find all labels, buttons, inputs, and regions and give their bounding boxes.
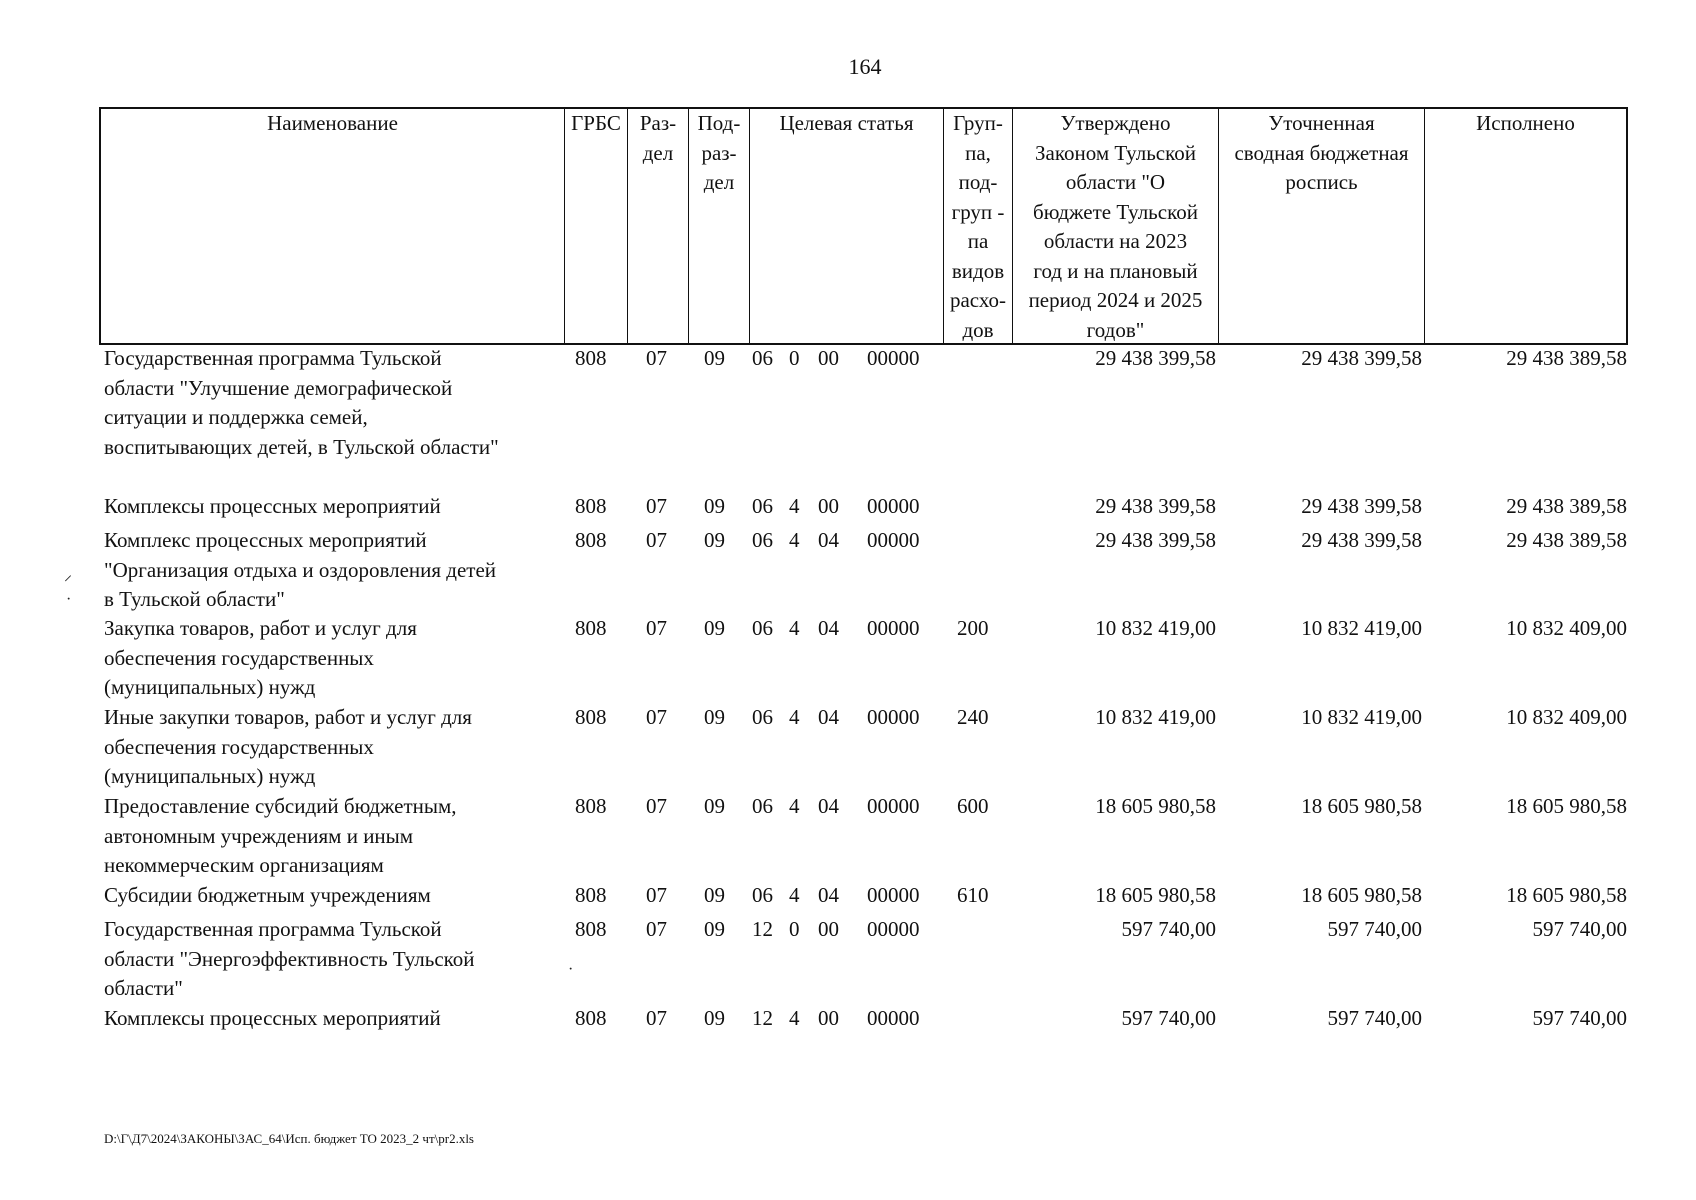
- cell-target-direction: 00000: [867, 616, 920, 640]
- cell-target-main: 00: [818, 346, 839, 370]
- cell-refined: 597 740,00: [1327, 917, 1422, 941]
- pen-mark: ·: [568, 961, 574, 978]
- cell-subsection: 09: [704, 494, 725, 518]
- cell-executed: 597 740,00: [1532, 917, 1627, 941]
- cell-grbs: 808: [575, 705, 607, 729]
- cell-section: 07: [646, 346, 667, 370]
- header-approved-label: Утверждено Законом Тульской области "О бюджете Тульской области на 2023 год и на плановый период 2024 и 2025 годов": [1028, 111, 1203, 342]
- cell-target-direction: 00000: [867, 917, 920, 941]
- cell-executed: 29 438 389,58: [1506, 494, 1627, 518]
- cell-expense-group: 610: [957, 883, 989, 907]
- cell-grbs: 808: [575, 883, 607, 907]
- table-header: [99, 107, 1628, 345]
- cell-subsection: 09: [704, 883, 725, 907]
- row-name: Государственная программа Тульской области "Энергоэффективность Тульской области": [104, 917, 475, 1000]
- cell-target-direction: 00000: [867, 528, 920, 552]
- cell-target-program: 06: [752, 705, 773, 729]
- cell-target-program: 12: [752, 1006, 773, 1030]
- cell-executed: 29 438 389,58: [1506, 528, 1627, 552]
- cell-target-main: 04: [818, 883, 839, 907]
- cell-target-subprogram: 4: [789, 494, 800, 518]
- cell-grbs: 808: [575, 616, 607, 640]
- cell-executed: 18 605 980,58: [1506, 794, 1627, 818]
- cell-executed: 18 605 980,58: [1506, 883, 1627, 907]
- cell-approved: 18 605 980,58: [1095, 883, 1216, 907]
- cell-refined: 29 438 399,58: [1301, 346, 1422, 370]
- cell-target-subprogram: 4: [789, 705, 800, 729]
- row-name: Предоставление субсидий бюджетным, автономным учреждениям и иным некоммерческим организациям: [104, 794, 457, 877]
- cell-subsection: 09: [704, 1006, 725, 1030]
- row-name: Иные закупки товаров, работ и услуг для обеспечения государственных (муниципальных) нужд: [104, 705, 472, 788]
- cell-section: 07: [646, 794, 667, 818]
- file-path: D:\Г\Д7\2024\ЗАКОНЫ\ЗАС_64\Исп. бюджет ТО 2023_2 чт\pr2.xls: [104, 1131, 474, 1146]
- header-executed: [1425, 109, 1626, 343]
- cell-refined: 29 438 399,58: [1301, 528, 1422, 552]
- cell-target-program: 06: [752, 616, 773, 640]
- cell-target-main: 00: [818, 494, 839, 518]
- header-target-label: Целевая статья: [779, 111, 914, 135]
- header-refined: [1219, 109, 1425, 343]
- cell-approved: 29 438 399,58: [1095, 494, 1216, 518]
- cell-target-direction: 00000: [867, 1006, 920, 1030]
- row-name: Комплексы процессных мероприятий: [104, 1006, 441, 1030]
- cell-executed: 10 832 409,00: [1506, 705, 1627, 729]
- cell-target-direction: 00000: [867, 346, 920, 370]
- cell-target-subprogram: 0: [789, 346, 800, 370]
- cell-refined: 597 740,00: [1327, 1006, 1422, 1030]
- cell-target-direction: 00000: [867, 705, 920, 729]
- cell-expense-group: 240: [957, 705, 989, 729]
- cell-target-main: 00: [818, 917, 839, 941]
- cell-target-main: 00: [818, 1006, 839, 1030]
- cell-target-subprogram: 4: [789, 1006, 800, 1030]
- cell-target-program: 06: [752, 494, 773, 518]
- cell-section: 07: [646, 494, 667, 518]
- cell-expense-group: 200: [957, 616, 989, 640]
- cell-refined: 18 605 980,58: [1301, 794, 1422, 818]
- cell-target-program: 06: [752, 883, 773, 907]
- cell-approved: 29 438 399,58: [1095, 346, 1216, 370]
- cell-section: 07: [646, 917, 667, 941]
- cell-section: 07: [646, 528, 667, 552]
- cell-target-subprogram: 4: [789, 794, 800, 818]
- cell-executed: 10 832 409,00: [1506, 616, 1627, 640]
- header-section-label: Раз- дел: [639, 111, 677, 165]
- cell-approved: 597 740,00: [1121, 1006, 1216, 1030]
- cell-executed: 29 438 389,58: [1506, 346, 1627, 370]
- cell-grbs: 808: [575, 494, 607, 518]
- header-subsection-label: Под- раз- дел: [697, 111, 741, 194]
- cell-target-subprogram: 4: [789, 528, 800, 552]
- cell-approved: 597 740,00: [1121, 917, 1216, 941]
- cell-refined: 29 438 399,58: [1301, 494, 1422, 518]
- cell-target-subprogram: 4: [789, 616, 800, 640]
- header-section: [628, 109, 689, 343]
- cell-target-direction: 00000: [867, 494, 920, 518]
- cell-target-main: 04: [818, 616, 839, 640]
- cell-approved: 29 438 399,58: [1095, 528, 1216, 552]
- cell-grbs: 808: [575, 917, 607, 941]
- row-name: Комплексы процессных мероприятий: [104, 494, 441, 518]
- header-name: [101, 109, 565, 343]
- cell-section: 07: [646, 616, 667, 640]
- cell-subsection: 09: [704, 616, 725, 640]
- row-name: Комплекс процессных мероприятий "Организация отдыха и оздоровления детей в Тульской области": [104, 528, 497, 611]
- cell-grbs: 808: [575, 528, 607, 552]
- header-group: [944, 109, 1013, 343]
- cell-target-direction: 00000: [867, 794, 920, 818]
- cell-section: 07: [646, 705, 667, 729]
- cell-target-program: 06: [752, 794, 773, 818]
- header-group-label: Груп- па, под- груп - па видов расхо- дов: [949, 111, 1007, 342]
- cell-subsection: 09: [704, 528, 725, 552]
- cell-target-subprogram: 0: [789, 917, 800, 941]
- cell-refined: 10 832 419,00: [1301, 616, 1422, 640]
- cell-subsection: 09: [704, 705, 725, 729]
- cell-subsection: 09: [704, 917, 725, 941]
- cell-grbs: 808: [575, 794, 607, 818]
- row-name: Государственная программа Тульской области "Улучшение демографической ситуации и поддержка семей, воспитывающих детей, в Тульской области": [104, 346, 499, 459]
- cell-approved: 18 605 980,58: [1095, 794, 1216, 818]
- cell-refined: 18 605 980,58: [1301, 883, 1422, 907]
- cell-subsection: 09: [704, 794, 725, 818]
- cell-refined: 10 832 419,00: [1301, 705, 1422, 729]
- cell-target-subprogram: 4: [789, 883, 800, 907]
- cell-approved: 10 832 419,00: [1095, 705, 1216, 729]
- header-executed-label: Исполнено: [1476, 111, 1575, 135]
- cell-target-program: 06: [752, 346, 773, 370]
- header-grbs: [565, 109, 628, 343]
- header-name-label: Наименование: [267, 111, 398, 135]
- header-grbs-label: ГРБС: [571, 111, 621, 135]
- row-name: Субсидии бюджетным учреждениям: [104, 883, 431, 907]
- cell-target-direction: 00000: [867, 883, 920, 907]
- pen-mark: ·: [66, 591, 72, 608]
- cell-executed: 597 740,00: [1532, 1006, 1627, 1030]
- cell-target-program: 06: [752, 528, 773, 552]
- cell-target-main: 04: [818, 705, 839, 729]
- row-name: Закупка товаров, работ и услуг для обеспечения государственных (муниципальных) нужд: [104, 616, 417, 699]
- cell-target-main: 04: [818, 528, 839, 552]
- pen-mark: ⸝: [64, 567, 73, 584]
- cell-approved: 10 832 419,00: [1095, 616, 1216, 640]
- cell-subsection: 09: [704, 346, 725, 370]
- cell-target-program: 12: [752, 917, 773, 941]
- header-subsection: [689, 109, 750, 343]
- header-approved: [1013, 109, 1219, 343]
- cell-section: 07: [646, 883, 667, 907]
- cell-target-main: 04: [818, 794, 839, 818]
- cell-expense-group: 600: [957, 794, 989, 818]
- cell-section: 07: [646, 1006, 667, 1030]
- header-target: [750, 109, 944, 343]
- cell-grbs: 808: [575, 1006, 607, 1030]
- page-number: 164: [848, 54, 882, 79]
- header-refined-label: Уточненная сводная бюджетная роспись: [1234, 111, 1409, 194]
- cell-grbs: 808: [575, 346, 607, 370]
